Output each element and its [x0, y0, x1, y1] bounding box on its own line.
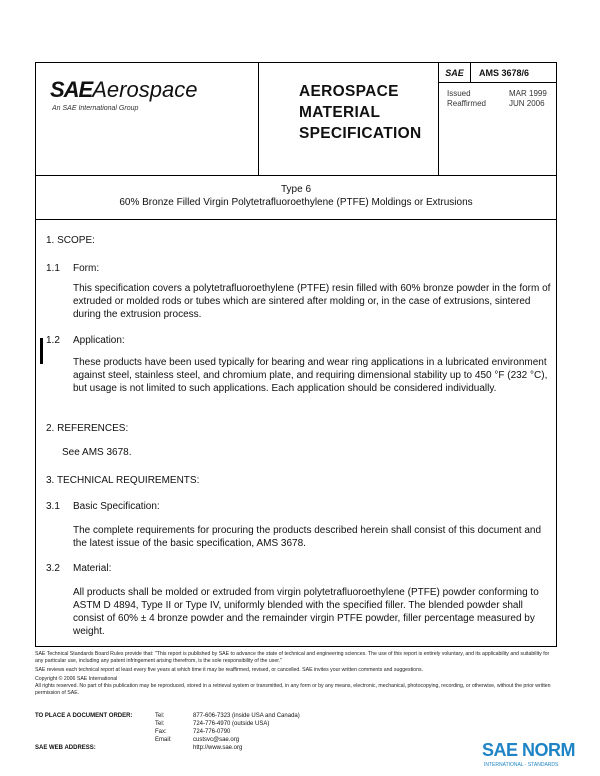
section-3-heading: 3. TECHNICAL REQUIREMENTS:: [46, 475, 200, 486]
logo-sae-text: SAE: [50, 77, 93, 102]
section-3-2-title: Material:: [73, 563, 112, 574]
section-1-1-number: 1.1: [46, 263, 60, 274]
document-title-box: [35, 176, 557, 220]
tel2-label: Tel:: [155, 721, 165, 727]
footer-notice: [35, 646, 557, 699]
sae-norm-watermark: [482, 740, 592, 770]
body-frame: [35, 220, 557, 646]
title-line-3: SPECIFICATION: [299, 125, 422, 142]
revision-bar: [40, 338, 43, 364]
issued-value: MAR 1999: [509, 89, 547, 98]
issued-label: Issued: [447, 89, 471, 98]
tel-label: Tel:: [155, 713, 165, 719]
watermark-subtext: INTERNATIONAL · STANDARDS: [484, 762, 559, 768]
email-label: Email:: [155, 737, 172, 743]
web-link[interactable]: http://www.sae.org: [193, 745, 243, 751]
logo-cell: [36, 63, 258, 175]
id-cell: [438, 63, 556, 175]
section-1-2-title: Application:: [73, 335, 125, 346]
reaffirmed-label: Reaffirmed: [447, 99, 486, 108]
footer-rules-text: SAE Technical Standards Board Rules provide that: "This report is published by SAE to advance the state of technical and engineering sciences. The use of this report is entirely voluntary, and its applicability and suitability for any particular use, including any patent infringement arising therefrom, is the sole responsibility of the user.": [35, 651, 550, 664]
watermark-text: SAE NORM: [482, 740, 576, 760]
section-3-2-number: 3.2: [46, 563, 60, 574]
doc-title-line-2: 60% Bronze Filled Virgin Polytetrafluoroethylene (PTFE) Moldings or Extrusions: [119, 197, 473, 208]
section-3-1-number: 3.1: [46, 501, 60, 512]
section-1-2-paragraph: These products have been used typically for bearing and wear ring applications in a lubricated environment against steel, stainless steel, and chromium plate, and requiring dimensional stability up to 450 °F (232 °C), but usage is not limited to such applications. Each application should be considered individually.: [73, 357, 548, 394]
section-2-heading: 2. REFERENCES:: [46, 423, 129, 434]
footer-review-text: SAE reviews each technical report at least every five years at which time it may be reaffirmed, revised, or cancelled. SAE invites your written comments and suggestions.: [35, 667, 423, 673]
section-3-1-paragraph: The complete requirements for procuring the products described herein shall consist of this document and the latest issue of the basic specification, AMS 3678.: [73, 525, 542, 549]
ams-number: AMS 3678/6: [479, 68, 530, 78]
header-box: [35, 62, 557, 176]
doc-title-line-1: Type 6: [280, 184, 312, 195]
sae-aerospace-logo: [50, 77, 250, 117]
id-row: [439, 63, 556, 83]
web-label: SAE WEB ADDRESS:: [35, 745, 96, 751]
logo-aerospace-text: Aerospace: [92, 77, 198, 102]
order-contact-block: [35, 712, 355, 752]
title-line-2: MATERIAL: [299, 104, 381, 121]
section-1-1-title: Form:: [73, 263, 100, 274]
title-cell: [258, 63, 438, 175]
section-2-paragraph: See AMS 3678.: [62, 447, 132, 458]
sae-mini-logo: SAE: [439, 63, 471, 83]
order-label: TO PLACE A DOCUMENT ORDER:: [35, 713, 133, 719]
tel-value: 877-606-7323 (inside USA and Canada): [193, 713, 300, 719]
reaffirmed-row: [447, 99, 552, 109]
section-1-heading: 1. SCOPE:: [46, 235, 95, 246]
email-link[interactable]: custsvc@sae.org: [193, 737, 240, 743]
section-3-2-paragraph: All products shall be molded or extruded from virgin polytetrafluoroethylene (PTFE) powder conforming to ASTM D 4894, Type II or Type IV, uniformly blended with the specified filler. The blended powder shall consist of 60% ± 4 bronze powder and the remainder virgin PTFE powder, filler percentage measured by weight.: [73, 587, 539, 637]
issued-row: [447, 89, 552, 99]
section-1-1-paragraph: This specification covers a polytetrafluoroethylene (PTFE) resin filled with 60% bronze powder in the form of extruded or molded rods or tubes which are sintered after molding or, in the case of extrusions, sintered during the extrusion process.: [73, 283, 551, 320]
fax-value: 724-776-0790: [193, 729, 231, 735]
footer-copyright: Copyright © 2006 SAE International: [35, 676, 118, 682]
date-block: [447, 89, 552, 109]
title-line-1: AEROSPACE: [299, 83, 399, 100]
footer-rights-text: All rights reserved. No part of this publication may be reproduced, stored in a retrieval system or transmitted, in any form or by any means, electronic, mechanical, photocopying, recording, or otherwise, without the prior written permission of SAE.: [35, 683, 551, 696]
section-1-2-number: 1.2: [46, 335, 60, 346]
tel2-value: 724-776-4970 (outside USA): [193, 721, 270, 727]
spec-type-title: [299, 81, 421, 144]
reaffirmed-value: JUN 2006: [509, 99, 545, 108]
fax-label: Fax:: [155, 729, 167, 735]
section-3-1-title: Basic Specification:: [73, 501, 160, 512]
logo-group-text: An SAE International Group: [52, 105, 139, 112]
